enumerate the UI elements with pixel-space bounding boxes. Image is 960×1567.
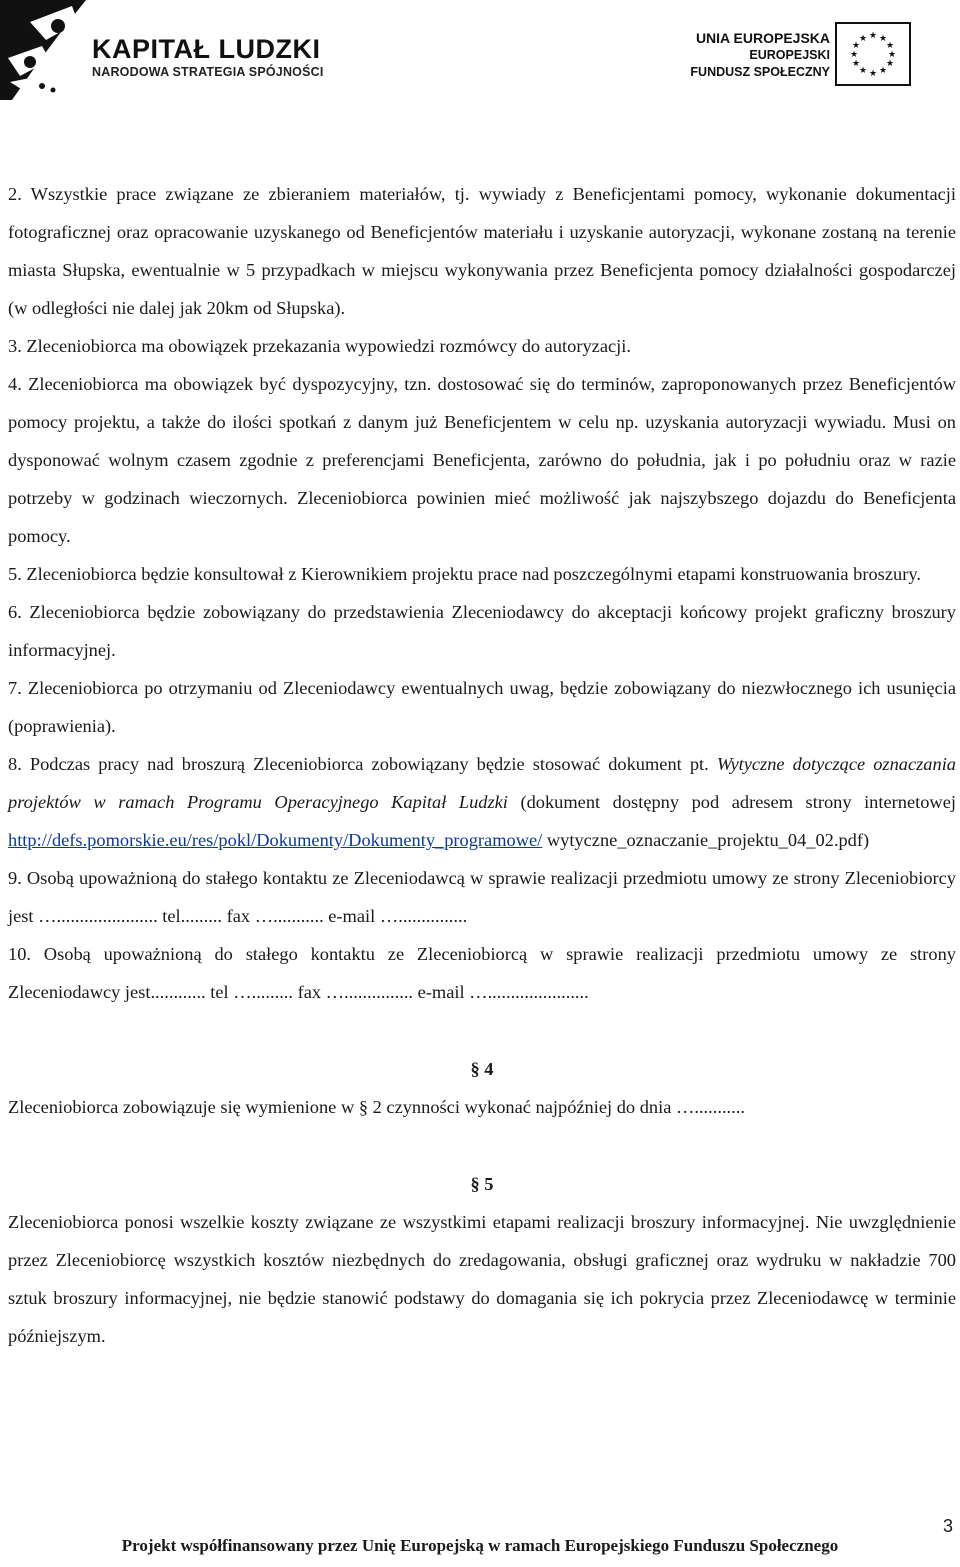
paragraph-8-end: wytyczne_oznaczanie_projektu_04_02.pdf) xyxy=(542,830,870,850)
svg-text:★: ★ xyxy=(878,34,888,44)
paragraph-6: 6. Zleceniobiorca będzie zobowiązany do przedstawienia Zleceniodawcy do akceptacji końcowy projekt graficzny broszury informacyjnej. xyxy=(8,602,956,660)
paragraph-7: 7. Zleceniobiorca po otrzymaniu od Zleceniodawcy ewentualnych uwag, będzie zobowiązany do niezwłocznego ich usunięcia (poprawienia). xyxy=(8,678,956,736)
paragraph-5: 5. Zleceniobiorca będzie konsultował z Kierownikiem projektu prace nad poszczególnymi etapami konstruowania broszury. xyxy=(8,564,921,584)
spacer xyxy=(8,1126,956,1165)
paragraph-8 xyxy=(8,745,956,859)
eu-fund-wordmark xyxy=(672,30,830,81)
section-4-heading: § 4 xyxy=(470,1059,494,1079)
guidelines-title: Wytyczne dotyczące oznaczania projektów w ramach Programu Operacyjnego Kapitał Ludzki xyxy=(8,754,956,812)
eu-flag-icon xyxy=(835,22,911,86)
kapital-ludzki-subtitle: NARODOWA STRATEGIA SPÓJNOŚCI xyxy=(92,65,324,79)
svg-text:★: ★ xyxy=(849,50,859,60)
section-5-heading: § 5 xyxy=(470,1174,494,1194)
paragraph-8-mid: (dokument dostępny pod adresem strony internetowej xyxy=(507,792,956,812)
spacer xyxy=(8,1011,956,1050)
paragraph-9: 9. Osobą upoważnioną do stałego kontaktu ze Zleceniodawcą w sprawie realizacji przedmiotu umowy ze strony Zleceniobiorcy jest …...................... tel......... fax …........... e-mail …............... xyxy=(8,868,956,926)
section-5-text: Zleceniobiorca ponosi wszelkie koszty związane ze wszystkimi etapami realizacji broszury informacyjnej. Nie uwzględnienie przez Zleceniobiorcę wszystkich kosztów niezbędnych do zredagowania, obsługi graficznej oraz wydruku w nakładzie 700 sztuk broszury informacyjnej, nie będzie stanowić podstawy do domagania się ich pokrycia przez Zleceniodawcę w terminie późniejszym. xyxy=(8,1212,956,1346)
paragraph-10: 10. Osobą upoważnioną do stałego kontaktu ze Zleceniobiorcą w sprawie realizacji przedmiotu umowy ze strony Zleceniodawcy jest............ tel …......... fax …............... e-mail …...................... xyxy=(8,944,956,1002)
eu-line-2: EUROPEJSKI xyxy=(749,48,830,62)
svg-text:★: ★ xyxy=(868,31,878,41)
svg-text:★: ★ xyxy=(878,66,888,76)
paragraph-4: 4. Zleceniobiorca ma obowiązek być dyspozycyjny, tzn. dostosować się do terminów, zaproponowanych przez Beneficjentów pomocy projektu, a także do ilości spotkań z danym już Beneficjentem w celu np. uzyskania autoryzacji wywiadu. Musi on dysponować wolnym czasem zgodnie z preferencjami Beneficjenta, zarówno do południa, jak i po południu oraz w razie potrzeby w godzinach wieczornych. Zleceniobiorca powinien mieć możliwość jak najszybszego dojazdu do Beneficjenta pomocy. xyxy=(8,374,956,546)
svg-text:★: ★ xyxy=(851,59,861,69)
page-header xyxy=(0,0,960,110)
svg-text:★: ★ xyxy=(868,69,878,79)
svg-text:★: ★ xyxy=(858,34,868,44)
page-footer: Projekt współfinansowany przez Unię Europejską w ramach Europejskiego Funduszu Społecznego xyxy=(121,1536,839,1555)
page-number: 3 xyxy=(942,1516,953,1536)
svg-text:★: ★ xyxy=(885,59,895,69)
svg-text:★: ★ xyxy=(885,41,895,51)
section-4-text: Zleceniobiorca zobowiązuje się wymienione w § 2 czynności wykonać najpóźniej do dnia …........... xyxy=(8,1097,745,1117)
kapital-ludzki-title: KAPITAŁ LUDZKI xyxy=(92,34,321,64)
eu-line-3: FUNDUSZ SPOŁECZNY xyxy=(690,65,830,79)
paragraph-2: 2. Wszystkie prace związane ze zbieraniem materiałów, tj. wywiady z Beneficjentami pomocy, wykonanie dokumentacji fotograficznej oraz opracowanie uzyskanego od Beneficjentów materiału i uzyskanie autoryzacji, wykonane zostaną na terenie miasta Słupska, ewentualnie w 5 przypadkach w miejscu wykonywania przez Beneficjenta pomocy działalności gospodarczej (w odległości nie dalej jak 20km od Słupska). xyxy=(8,184,956,318)
guidelines-link[interactable]: http://defs.pomorskie.eu/res/pokl/Dokumenty/Dokumenty_programowe/ xyxy=(8,830,543,850)
svg-text:★: ★ xyxy=(858,66,868,76)
paragraph-3: 3. Zleceniobiorca ma obowiązek przekazania wypowiedzi rozmówcy do autoryzacji. xyxy=(8,336,631,356)
svg-text:★: ★ xyxy=(887,50,897,60)
paragraph-8-start: 8. Podczas pracy nad broszurą Zleceniobiorca zobowiązany będzie stosować dokument pt. xyxy=(8,754,717,774)
kapital-ludzki-wordmark xyxy=(92,34,324,80)
document-body xyxy=(8,175,956,1355)
svg-text:★: ★ xyxy=(851,41,861,51)
eu-line-1: UNIA EUROPEJSKA xyxy=(695,30,830,46)
